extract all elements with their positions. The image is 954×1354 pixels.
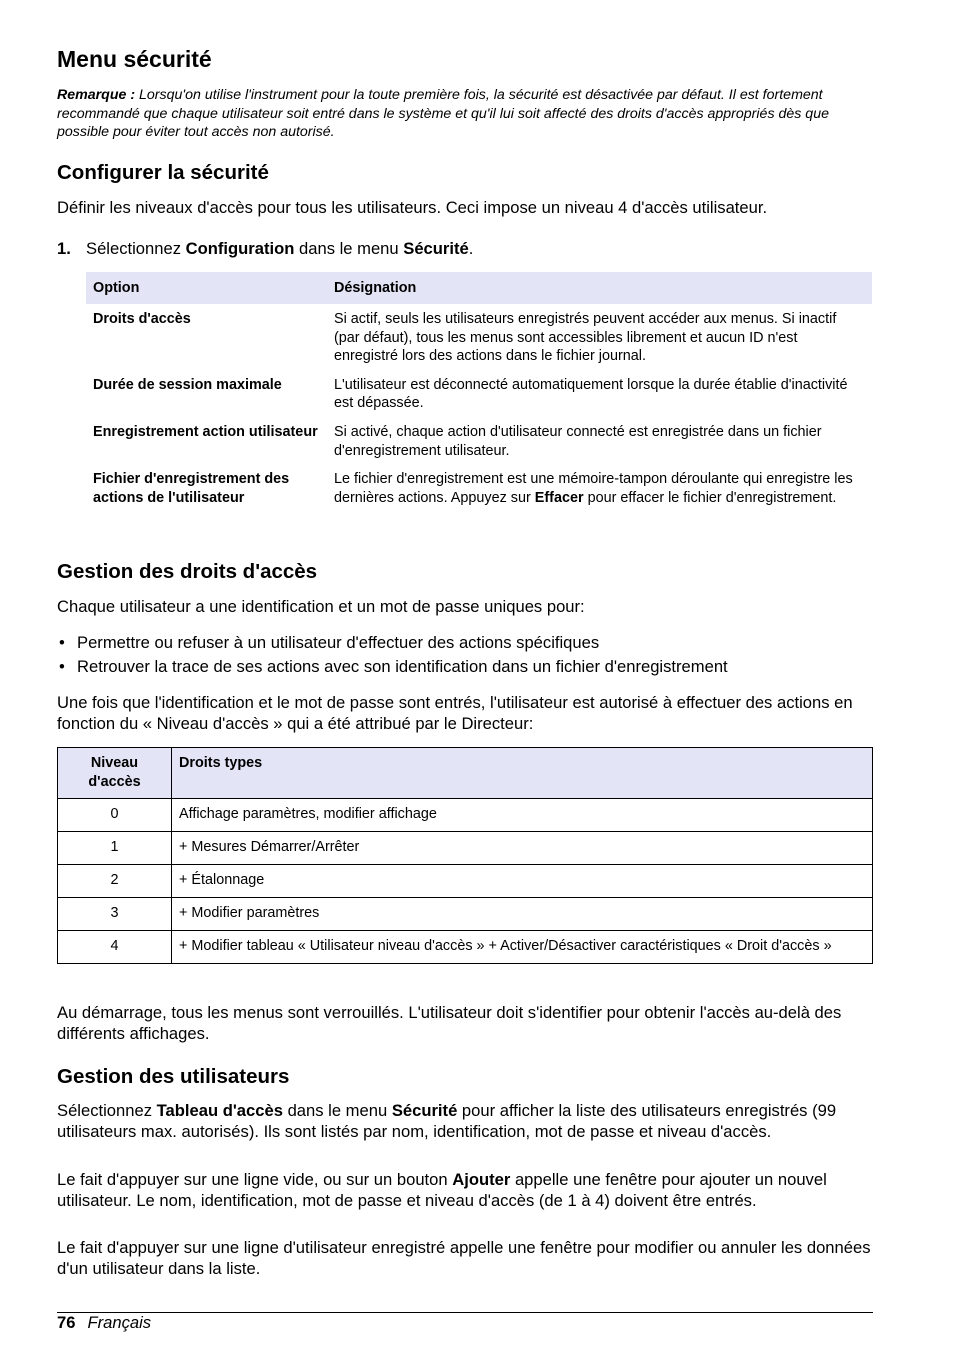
para-text: dans le menu: [282, 1101, 392, 1120]
note: [57, 86, 873, 142]
table-row: [58, 931, 873, 964]
table-row: [58, 832, 873, 865]
note-label: Remarque :: [57, 87, 136, 103]
menu-name: Sécurité: [391, 1101, 458, 1120]
users-paragraph-3: Le fait d'appuyer sur une ligne d'utilisateur enregistré appelle une fenêtre pour modifier ou annuler les données d'un utilisateur dans la liste.: [57, 1238, 871, 1278]
level-cell: 4: [58, 931, 172, 964]
header-option: Option: [86, 272, 327, 304]
rights-cell: Affichage paramètres, modifier affichage: [172, 799, 873, 832]
heading-configurer: Configurer la sécurité: [57, 161, 269, 184]
footer: [57, 1313, 151, 1333]
step-1: [57, 239, 473, 259]
desc-cell: [327, 464, 872, 511]
table-row: [58, 799, 873, 832]
level-cell: 1: [58, 832, 172, 865]
bullet-icon: •: [59, 633, 65, 652]
rights-intro: Chaque utilisateur a une identification et un mot de passe uniques pour:: [57, 597, 585, 616]
desc-cell: Si actif, seuls les utilisateurs enregistrés peuvent accéder aux menus. Si inactif (par défaut), tous les menus sont accessibles librement et aucun ID n'est enregistré lors des actions dans le fichier journal.: [334, 311, 837, 365]
levels-header-row: [58, 748, 873, 799]
footer-language: Français: [87, 1313, 152, 1332]
header-designation: Désignation: [327, 272, 872, 304]
desc-cell: L'utilisateur est déconnecté automatiquement lorsque la durée établie d'inactivité est dépassée.: [334, 376, 848, 412]
options-table: [86, 272, 872, 511]
list-item: [57, 657, 728, 677]
desc-text: Le fichier d'enregistrement est une mémoire-tampon déroulante qui enregistre les dernières actions. Appuyez sur: [334, 471, 853, 506]
desc-text: pour effacer le fichier d'enregistrement.: [583, 489, 837, 506]
option-cell: Fichier d'enregistrement des actions de l'utilisateur: [93, 471, 290, 506]
option-cell: Enregistrement action utilisateur: [93, 423, 318, 440]
option-cell: Durée de session maximale: [93, 376, 282, 393]
table-row: [86, 417, 872, 464]
config-intro: Définir les niveaux d'accès pour tous les utilisateurs. Ceci impose un niveau 4 d'accès utilisateur.: [57, 198, 768, 217]
rights-cell: + Modifier tableau « Utilisateur niveau d'accès » + Activer/Désactiver caractéristiques « Droit d'accès »: [172, 931, 873, 964]
list-item: [57, 633, 599, 653]
para-text: Sélectionnez: [57, 1101, 157, 1120]
table-row: [86, 304, 872, 370]
step-text: Sélectionnez: [86, 239, 186, 258]
header-rights: Droits types: [172, 748, 873, 799]
heading-utilisateurs: Gestion des utilisateurs: [57, 1065, 290, 1088]
note-text: Lorsqu'on utilise l'instrument pour la toute première fois, la sécurité est désactivée par défaut. Il est fortement recommandé que chaque utilisateur soit entré dans le système et qu'il lui soit affecté des droits d'accès appropriés dès que possible pour éviter tout accès non autorisé.: [57, 87, 829, 140]
page-title: Menu sécurité: [57, 46, 212, 72]
bullet-icon: •: [59, 657, 65, 676]
rights-cell: + Mesures Démarrer/Arrêter: [172, 832, 873, 865]
menu-item-name: Tableau d'accès: [156, 1101, 283, 1120]
rights-cell: + Modifier paramètres: [172, 898, 873, 931]
step-number: 1.: [57, 239, 71, 258]
page-number: 76: [57, 1313, 76, 1332]
bullet-text: Retrouver la trace de ses actions avec son identification dans un fichier d'enregistrement: [77, 657, 728, 676]
step-text: dans le menu: [294, 239, 404, 258]
header-level: Niveau d'accès: [58, 748, 172, 799]
para-text: Le fait d'appuyer sur une ligne vide, ou sur un bouton: [57, 1170, 453, 1189]
rights-cell: + Étalonnage: [172, 865, 873, 898]
heading-droits: Gestion des droits d'accès: [57, 560, 318, 583]
para-text: pour afficher la liste des utilisateurs enregistrés (99 utilisateurs max. autorisés). Ils sont listés par nom, identification, mot de passe et niveau d'accès.: [57, 1101, 837, 1141]
level-cell: 0: [58, 799, 172, 832]
rights-paragraph: Une fois que l'identification et le mot de passe sont entrés, l'utilisateur est autorisé à effectuer des actions en fonction du « Niveau d'accès » qui a été attribué par le Directeur:: [57, 693, 853, 733]
step-text: .: [468, 239, 474, 258]
users-paragraph-2: [57, 1170, 873, 1211]
bullet-text: Permettre ou refuser à un utilisateur d'effectuer des actions spécifiques: [77, 633, 600, 652]
desc-cell: Si activé, chaque action d'utilisateur connecté est enregistrée dans un fichier d'enregistrement utilisateur.: [334, 423, 822, 459]
users-paragraph-1: [57, 1101, 873, 1142]
table-row: [58, 898, 873, 931]
options-header-row: [86, 272, 872, 304]
table-row: [58, 865, 873, 898]
para-text: appelle une fenêtre pour ajouter un nouvel utilisateur. Le nom, identification, mot de passe et niveau d'accès (de 1 à 4) doivent être entrés.: [57, 1170, 827, 1210]
option-cell: Droits d'accès: [93, 311, 191, 327]
levels-table: [57, 747, 873, 964]
rights-after: Au démarrage, tous les menus sont verrouillés. L'utilisateur doit s'identifier pour obtenir l'accès au-delà des différents affichages.: [57, 1003, 842, 1043]
table-row: [86, 370, 872, 417]
level-cell: 2: [58, 865, 172, 898]
button-name: Ajouter: [452, 1170, 511, 1189]
step-menu-item: Configuration: [185, 239, 295, 258]
footer-divider: [57, 1312, 873, 1313]
desc-button-name: Effacer: [534, 489, 584, 506]
table-row: [86, 464, 872, 511]
step-menu-name: Sécurité: [403, 239, 469, 258]
level-cell: 3: [58, 898, 172, 931]
